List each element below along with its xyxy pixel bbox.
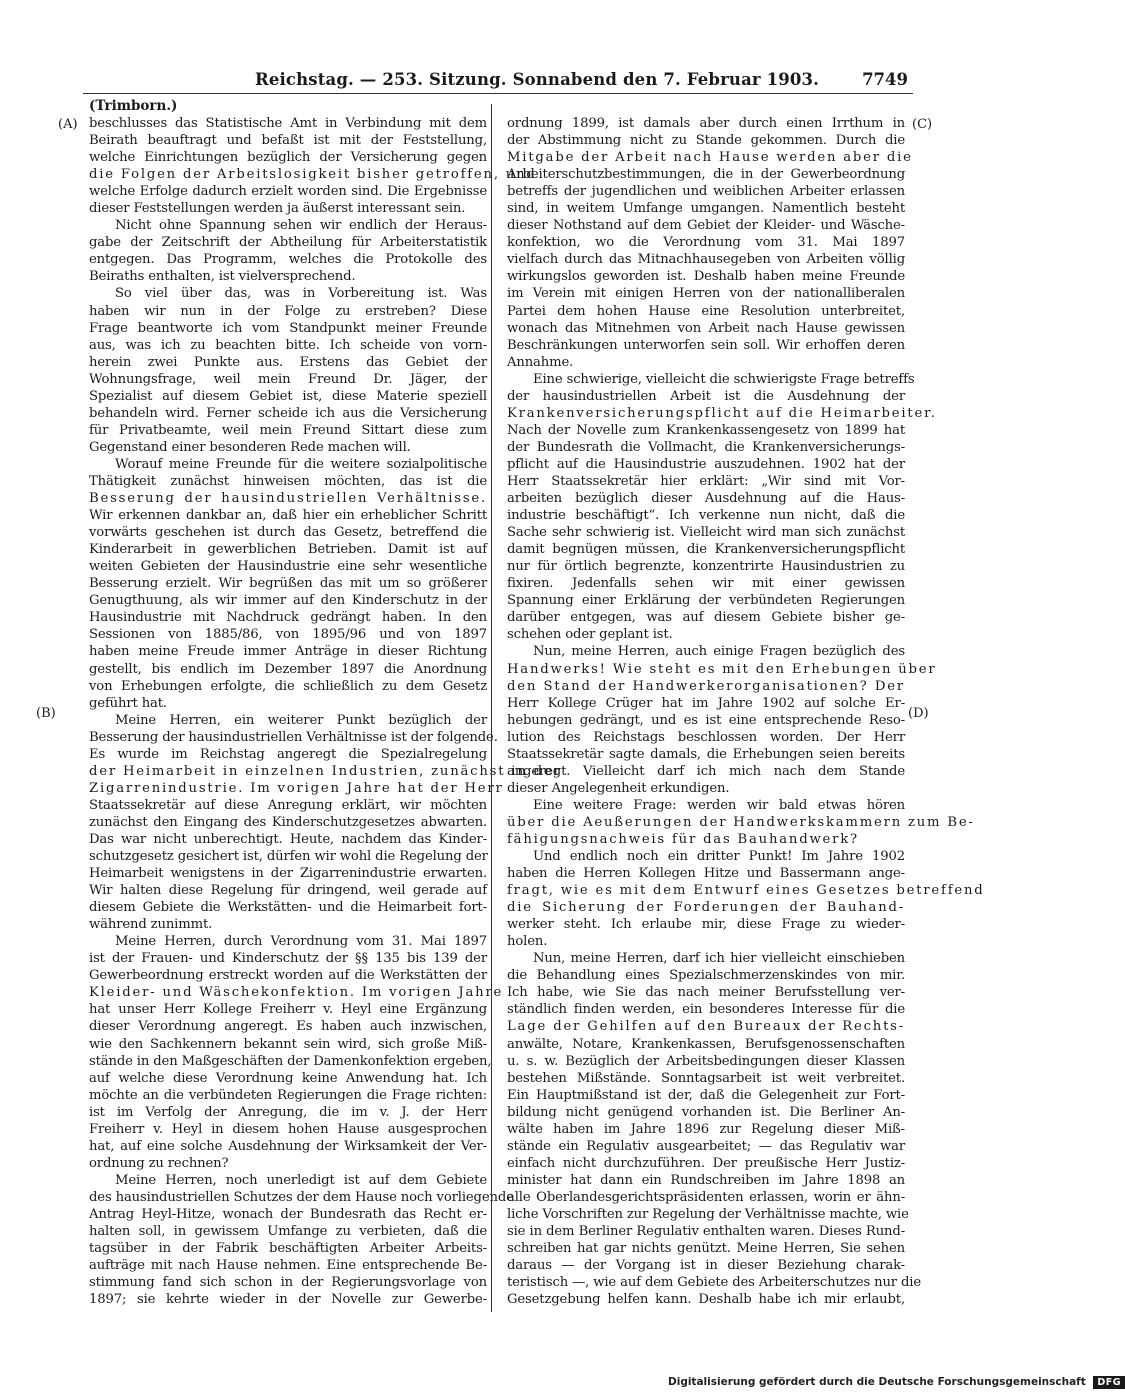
text-line: Partei dem hohen Hause eine Resolution unterbreitet, (507, 303, 905, 319)
text-line: Wir halten diese Regelung für dringend, weil gerade auf (89, 883, 487, 899)
text-line: haben die Herren Kollegen Hitze und Bassermann ange- (507, 866, 905, 882)
running-header (0, 70, 1000, 94)
text-line: Herr Kollege Crüger hat im Jahre 1902 auf solche Er- (507, 695, 905, 711)
text-line: behandeln wird. Ferner scheide ich aus die Versicherung (89, 405, 487, 421)
text-line: Handwerks! Wie steht es mit den Erhebungen über (507, 661, 937, 677)
text-line: aufträge mit nach Hause nehmen. Eine entsprechende Be- (89, 1258, 487, 1274)
text-line: Es wurde im Reichstag angeregt die Spezialregelung (89, 746, 487, 762)
text-line: Genugthuung, als wir immer auf den Kinderschutz in der (89, 593, 487, 609)
text-line: stimmung fand sich schon in der Regierungsvorlage von (89, 1275, 487, 1291)
text-line: aus, was ich zu beachten bitte. Ich scheide von vorn- (89, 337, 487, 353)
text-line: gestellt, bis endlich im Dezember 1897 die Anordnung (89, 661, 487, 677)
text-line: Nun, meine Herren, darf ich hier vielleicht einschieben (533, 951, 905, 967)
text-line: dieser Verordnung angeregt. Es haben auch inzwischen, (89, 1019, 487, 1035)
digitization-credit (668, 1376, 1125, 1389)
text-line: pflicht auf die Hausindustrie auszudehnen. 1902 hat der (507, 456, 905, 472)
text-line: Thätigkeit zunächst hinweisen möchten, das ist die (89, 473, 487, 489)
text-line: Besserung erzielt. Wir begrüßen das mit um so größerer (89, 576, 487, 592)
text-line: Freiherr v. Heyl in diesem hohen Hause ausgesprochen (89, 1121, 487, 1137)
text-line: dieser Feststellungen werden ja äußerst interessant sein. (89, 201, 466, 217)
text-line: Sache sehr schwierig ist. Vielleicht wird man sich zunächst (507, 525, 905, 541)
text-line: Heimarbeit wenigstens in der Zigarrenindustrie erwarten. (89, 866, 487, 882)
text-line: Mitgabe der Arbeit nach Hause werden aber die (507, 150, 913, 166)
text-line: von Erhebungen erfolgte, die schließlich zu dem Gesetz (89, 678, 487, 694)
text-line: wälte haben im Jahre 1896 zur Regelung dieser Miß- (507, 1121, 905, 1137)
text-line: der Abstimmung nicht zu Stande gekommen. Durch die (507, 133, 905, 149)
text-line: Antrag Heyl-Hitze, wonach der Bundesrath das Recht er- (89, 1207, 487, 1222)
text-line: Eine schwierige, vielleicht die schwierigste Frage betreffs (533, 371, 915, 387)
text-line: fähigungsnachweis für das Bauhandwerk? (507, 831, 859, 847)
text-line: Eine weitere Frage: werden wir bald etwas hören (533, 797, 905, 813)
text-line: minister hat dann ein Rundschreiben im Jahre 1898 an (507, 1172, 905, 1188)
text-line: weiten Gebieten der Hausindustrie eine sehr wesentliche (89, 559, 487, 575)
text-line: Ich habe, wie Sie das nach meiner Berufsstellung ver- (507, 985, 905, 1001)
header-title: Reichstag. — 253. Sitzung. Sonnabend den 7. Februar 1903. (255, 70, 820, 89)
text-line: Nun, meine Herren, auch einige Fragen bezüglich des (533, 644, 905, 660)
text-line: Das war nicht unberechtigt. Heute, nachdem das Kinder- (89, 831, 487, 847)
column-divider (491, 104, 492, 1312)
text-line: des hausindustriellen Schutzes der dem Hause noch vorliegende (89, 1189, 514, 1205)
text-line: Sessionen von 1885/86, von 1895/96 und von 1897 (89, 627, 487, 643)
text-line: darüber entgegen, was auf diesem Gebiete bisher ge- (507, 610, 905, 626)
text-line: anwälte, Notare, Krankenkassen, Berufsgenossenschaften (507, 1036, 905, 1052)
text-line: sie in dem Berliner Regulativ enthalten waren. Dieses Rund- (507, 1224, 905, 1240)
text-line: hebungen gedrängt, und es ist eine entsprechende Reso- (507, 712, 905, 728)
text-line: Hausindustrie mit Nachdruck gedrängt haben. In den (89, 610, 487, 626)
text-line: werker steht. Ich erlaube mir, diese Frage zu wieder- (507, 917, 905, 933)
text-line: Nach der Novelle zum Krankenkassengesetz von 1899 hat (507, 422, 905, 438)
text-line: möchte an die verbündeten Regierungen die Frage richten: (89, 1087, 487, 1103)
text-line: wie den Sachkennern bekannt sein wird, sich große Miß- (89, 1036, 487, 1052)
text-line: Gegenstand einer besonderen Rede machen will. (89, 439, 411, 455)
text-line: über die Aeußerungen der Handwerkskammern zum Be- (507, 814, 975, 830)
text-line: tagsüber in der Fabrik beschäftigten Arbeiter Arbeits- (89, 1241, 487, 1257)
header-rule (83, 93, 913, 94)
text-line: Ein Hauptmißstand ist der, daß die Gelegenheit zur Fort- (507, 1087, 905, 1103)
text-line: während zunimmt. (89, 917, 213, 933)
text-line: vorwärts geschehen ist durch das Gesetz, betreffend die (89, 525, 487, 541)
text-line: haben wir nun in der Folge zu erstreben? Diese (89, 303, 487, 319)
text-line: damit begnügen müssen, die Krankenversicherungspflicht (507, 542, 905, 558)
text-line: fixiren. Jedenfalls sehen wir mit einer gewissen (507, 576, 905, 592)
text-line: wonach das Mitnehmen von Arbeit nach Hause gewissen (507, 320, 905, 336)
text-line: schehen oder geplant ist. (507, 627, 673, 643)
text-line: So viel über das, was in Vorbereitung ist. Was (115, 286, 487, 302)
text-line: hat unser Herr Kollege Freiherr v. Heyl eine Ergänzung (89, 1002, 487, 1018)
text-line: der Bundesrath die Vollmacht, die Krankenversicherungs- (507, 439, 905, 455)
text-line: schutzgesetz gesichert ist, dürfen wir wohl die Regelung der (89, 849, 488, 865)
right-column-text (507, 97, 985, 1308)
text-line: industrie beschäftigt“. Ich verkenne nun nicht, daß die (507, 508, 905, 524)
text-line: die Folgen der Arbeitslosigkeit bisher getroffen, und (89, 167, 537, 183)
text-line: ist der Frauen- und Kinderschutz der §§ 135 bis 139 der (89, 951, 487, 967)
text-line: Beirath beauftragt und befaßt ist mit der Feststellung, (89, 133, 487, 149)
text-line: dieser Angelegenheit erkundigen. (507, 780, 730, 796)
text-line: Gewerbeordnung erstreckt worden auf die Werkstätten der (89, 968, 487, 984)
margin-marker-c: (C) (912, 117, 933, 132)
text-line: Meine Herren, noch unerledigt ist auf dem Gebiete (115, 1172, 487, 1188)
text-line: zunächst den Eingang des Kinderschutzgesetzes abwarten. (89, 814, 487, 830)
text-line: der Heimarbeit in einzelnen Industrien, zunächst in der (89, 763, 562, 779)
text-line: Besserung der hausindustriellen Verhältnisse ist der folgende. (89, 729, 498, 745)
text-line: beschlusses das Statistische Amt in Verbindung mit dem (89, 116, 487, 131)
text-line: gabe der Zeitschrift der Abtheilung für Arbeiterstatistik (89, 235, 487, 251)
speaker-name: (Trimborn.) (89, 98, 178, 114)
text-line: arbeiten bezüglich dieser Ausdehnung auf die Haus- (507, 491, 905, 507)
text-line: herein zwei Punkte aus. Erstens das Gebiet der (89, 354, 487, 370)
text-line: Annahme. (507, 354, 574, 370)
text-line: den Stand der Handwerkerorganisationen? Der (507, 678, 905, 694)
text-line: lution des Reichstags beschlossen worden. Der Herr (507, 729, 905, 745)
text-line: Spannung einer Erklärung der verbündeten Regierungen (507, 593, 905, 609)
text-line: Kleider- und Wäschekonfektion. Im vorigen Jahre (89, 985, 504, 1001)
text-line: stände in den Maßgeschäften der Damenkonfektion ergeben, (89, 1053, 492, 1069)
margin-marker-b: (B) (36, 706, 56, 721)
text-line: Krankenversicherungspflicht auf die Heimarbeiter. (507, 405, 937, 421)
text-line: nur für örtlich begrenzte, konzentrirte Hausindustrien zu (507, 559, 905, 575)
text-line: sind, in weitem Umfange umgangen. Namentlich besteht (507, 201, 905, 217)
text-line: geführt hat. (89, 695, 167, 711)
text-line: Beiraths enthalten, ist vielversprechend. (89, 269, 356, 285)
text-line: einfach nicht durchzuführen. Der preußische Herr Justiz- (507, 1155, 905, 1171)
text-line: Meine Herren, ein weiterer Punkt bezüglich der (115, 712, 487, 728)
text-line: alle Oberlandesgerichtspräsidenten erlassen, worin er ähn- (507, 1189, 905, 1205)
text-line: ordnung 1899, ist damals aber durch einen Irrthum in (507, 116, 905, 131)
text-line: diesem Gebiete die Werkstätten- und die Heimarbeit fort- (89, 900, 487, 916)
text-line: ordnung zu rechnen? (89, 1155, 229, 1171)
text-line: Nicht ohne Spannung sehen wir endlich der Heraus- (115, 218, 487, 234)
text-line: die Behandlung eines Spezialschmerzenskindes von mir. (507, 968, 905, 984)
text-line: entgegen. Das Programm, welches die Protokolle des (89, 252, 487, 268)
text-line: auf welche diese Verordnung keine Anwendung hat. Ich (89, 1070, 487, 1086)
text-line: haben meine Freude immer Anträge in dieser Richtung (89, 644, 487, 660)
text-line: holen. (507, 934, 548, 950)
text-line: Kinderarbeit in gewerblichen Betrieben. Damit ist auf (89, 542, 487, 558)
text-line: hat, auf eine solche Ausdehnung der Wirksamkeit der Ver- (89, 1138, 487, 1154)
text-line: Wir erkennen dankbar an, daß hier ein erheblicher Schritt (89, 508, 487, 524)
text-line: Besserung der hausindustriellen Verhältnisse. (89, 491, 487, 507)
margin-marker-d: (D) (908, 706, 929, 721)
text-line: Meine Herren, durch Verordnung vom 31. Mai 1897 (115, 934, 487, 950)
text-line: Frage beantworte ich vom Standpunkt meiner Freunde (89, 320, 487, 336)
text-line: daraus — der Vorgang ist in dieser Beziehung charak- (507, 1258, 905, 1274)
text-line: Gesetzgebung helfen kann. Deshalb habe ich mir erlaubt, (507, 1292, 905, 1308)
text-line: Und endlich noch ein dritter Punkt! Im Jahre 1902 (533, 849, 905, 865)
text-line: die Sicherung der Forderungen der Bauhand- (507, 900, 905, 916)
text-line: Spezialist auf diesem Gebiet ist, diese Materie speziell (89, 388, 487, 404)
text-line: teristisch —, wie auf dem Gebiete des Arbeiterschutzes nur die (507, 1275, 921, 1291)
dfg-logo: DFG (1093, 1376, 1125, 1389)
text-line: Arbeiterschutzbestimmungen, die in der Gewerbeordnung (507, 167, 905, 183)
text-line: Herr Staatssekretär hier erklärt: „Wir sind mit Vor- (507, 473, 905, 489)
text-line: welche Einrichtungen bezüglich der Versicherung gegen (89, 150, 487, 166)
page-number: 7749 (862, 70, 908, 89)
text-line: Staatssekretär sagte damals, die Erhebungen seien bereits (507, 746, 905, 762)
right-column (507, 97, 985, 1308)
text-line: ist im Verfolg der Anregung, die im v. J. der Herr (89, 1104, 487, 1120)
text-line: dieser Nothstand auf dem Gebiet der Kleider- und Wäsche- (507, 218, 905, 234)
text-line: bestehen Mißstände. Sonntagsarbeit ist weit verbreitet. (507, 1070, 905, 1086)
text-line: schreiben hat gar nichts genützt. Meine Herren, Sie sehen (507, 1241, 905, 1257)
text-line: fragt, wie es mit dem Entwurf eines Gesetzes betreffend (507, 883, 985, 899)
text-line: ständlich finden werden, ein besonderes Interesse für die (507, 1002, 905, 1018)
credit-text: Digitalisierung gefördert durch die Deutsche Forschungsgemeinschaft (668, 1376, 1086, 1388)
text-line: Staatssekretär auf diese Anregung erklärt, wir möchten (89, 797, 487, 813)
text-line: vielfach durch das Mitnachhausegeben von Arbeiten völlig (507, 252, 905, 268)
text-line: der hausindustriellen Arbeit ist die Ausdehnung der (507, 388, 905, 404)
text-line: bildung nicht genügend vorhanden ist. Die Berliner An- (507, 1104, 905, 1120)
text-line: Beschränkungen unterworfen sein soll. Wir erhoffen deren (507, 337, 905, 353)
text-line: im Verein mit einigen Herren von der nationalliberalen (507, 286, 905, 302)
text-line: stände ein Regulativ ausgearbeitet; — das Regulativ war (507, 1138, 905, 1154)
text-line: halten soll, in gewissem Umfange zu verbieten, daß die (89, 1224, 487, 1240)
text-line: Zigarrenindustrie. Im vorigen Jahre hat der Herr (89, 780, 504, 796)
text-line: Lage der Gehilfen auf den Bureaux der Rechts- (507, 1019, 905, 1035)
text-line: konfektion, wo die Verordnung vom 31. Mai 1897 (507, 235, 905, 251)
margin-marker-a: (A) (58, 117, 78, 132)
text-line: u. s. w. Bezüglich der Arbeitsbedingungen dieser Klassen (507, 1053, 905, 1069)
text-line: Worauf meine Freunde für die weitere sozialpolitische (115, 456, 487, 472)
text-line: Wohnungsfrage, weil mein Freund Dr. Jäger, der (89, 371, 487, 387)
text-line: welche Erfolge dadurch erzielt worden sind. Die Ergebnisse (89, 184, 487, 200)
text-line: wirkungslos geworden ist. Deshalb haben meine Freunde (507, 269, 905, 285)
text-line: liche Vorschriften zur Regelung der Verhältnisse machte, wie (507, 1207, 909, 1222)
text-line: angeregt. Vielleicht darf ich mich nach dem Stande (507, 763, 905, 779)
text-line: betreffs der jugendlichen und weiblichen Arbeiter erlassen (507, 184, 905, 200)
text-line: für Privatbeamte, weil mein Freund Sittart diese zum (89, 422, 487, 438)
text-line: 1897; sie kehrte wieder in der Novelle zur Gewerbe- (89, 1292, 487, 1308)
